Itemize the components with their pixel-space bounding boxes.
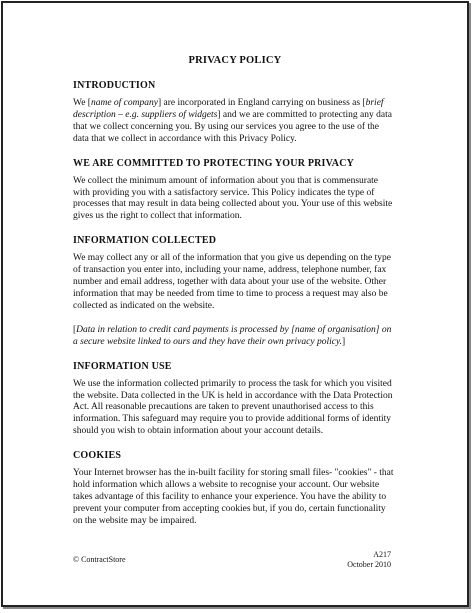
card-note-close: ] bbox=[342, 336, 346, 347]
credit-card-note bbox=[73, 325, 397, 349]
intro-text-2: ] are incorporated in England carrying on business as [ bbox=[157, 98, 366, 108]
document-body bbox=[73, 55, 397, 540]
card-note-open: [ bbox=[73, 324, 77, 335]
business-description-placeholder: brief description – e.g. suppliers of widgets bbox=[73, 98, 384, 120]
cookies-paragraph: Your Internet browser has the in-built facility for storing small files- "cookies" - that hold information which allows a website to recognise your account. Our website takes advantage of this facility to enhance your experience. You have the ability to prevent your computer from accepting cookies but, if you do, certain functionality on the website may be impaired. bbox=[73, 468, 394, 526]
intro-text-3: ] and we are committed to protecting any data that we collect concerning you. By using our services you agree to the use of the data that we collect in accordance with this Privacy Policy. bbox=[73, 109, 392, 144]
document-page bbox=[1, 1, 469, 607]
introduction-paragraph bbox=[73, 98, 397, 146]
document-code: A217 bbox=[373, 550, 391, 559]
card-note-text: Data in relation to credit card payments is processed by [name of organisation] on a secure website linked to ours and they have their own privacy policy. bbox=[73, 324, 392, 347]
company-name-placeholder: name of company bbox=[90, 98, 158, 108]
section-heading-cookies: COOKIES bbox=[73, 450, 122, 462]
section-heading-introduction: INTRODUCTION bbox=[73, 80, 156, 91]
intro-text-1: We [ bbox=[73, 98, 91, 108]
section-heading-information-collected: INFORMATION COLLECTED bbox=[73, 235, 217, 247]
page-title: PRIVACY POLICY bbox=[188, 55, 282, 66]
footer-copyright: © ContractStore bbox=[73, 555, 126, 564]
section-heading-information-use: INFORMATION USE bbox=[73, 360, 172, 372]
document-date: October 2010 bbox=[347, 560, 391, 569]
information-use-paragraph: We use the information collected primarily to process the task for which you visited the website. Data collected in the UK is held in accordance with the Data Protection Act. All reasonable precautions are taken to prevent unauthorised access to this information. This safeguard may require you to provide additional forms of identity should you wish to obtain information about your account details. bbox=[73, 378, 393, 437]
information-collected-paragraph: We may collect any or all of the information that you give us depending on the type of transaction you enter into, including your name, address, telephone number, fax number and email address, together with data about your use of the website. Other information that may be needed from time to time to process a request may also be collected as indicated on the website. bbox=[73, 253, 391, 311]
footer-reference bbox=[347, 550, 391, 570]
section-heading-committed: WE ARE COMMITTED TO PROTECTING YOUR PRIVACY bbox=[73, 157, 355, 169]
committed-paragraph: We collect the minimum amount of information about you that is commensurate with providing you with a satisfactory service. This Policy indicates the type of processes that may result in data being collected about you. Your use of this website gives us the right to collect that information. bbox=[73, 175, 393, 222]
